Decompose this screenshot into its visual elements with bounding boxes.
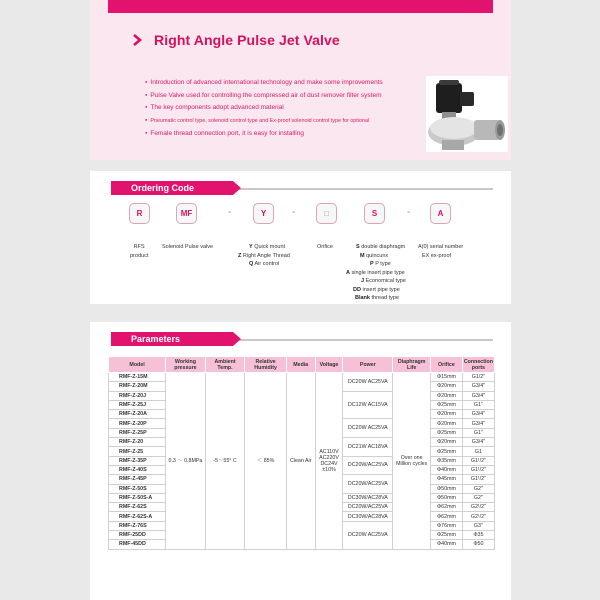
cell-model: RMF-Z-20J (109, 391, 166, 400)
cell-orifice: Φ25mm (431, 400, 463, 409)
col-humidity: Relative Humidity (245, 357, 287, 373)
col-temp: Ambient Temp. (205, 357, 245, 373)
cell-model: RMF-45DD (109, 540, 166, 549)
cell-port: G2" (462, 484, 494, 493)
cell-port: G2¹/2" (462, 503, 494, 512)
code-dash: - (407, 207, 411, 218)
cell-orifice: Φ20mm (431, 391, 463, 400)
col-orifice: Orifice (431, 357, 463, 373)
cell-orifice: Φ35mm (431, 456, 463, 465)
cell-orifice: Φ25mm (431, 531, 463, 540)
label-s-options (346, 243, 406, 303)
cell-model: RMF-Z-45P (109, 475, 166, 484)
cell-voltage: AC110V AC220V DC24V ±10% (315, 373, 343, 550)
cell-orifice: Φ20mm (431, 410, 463, 419)
cell-port: G2¹/2" (462, 512, 494, 521)
cell-power: DC12W AC15VA (343, 391, 393, 419)
cell-port: G1¹/2" (462, 456, 494, 465)
option-y: Y Quick mount (249, 244, 286, 250)
cell-port: G1" (462, 400, 494, 409)
cell-port: G1¹/2" (462, 475, 494, 484)
label-orifice: Orifice (317, 244, 333, 250)
label-r: RFS product (130, 244, 149, 259)
cell-power: DC20W AC25VA (343, 373, 393, 392)
cell-port: G2" (462, 493, 494, 502)
feature-item: ● Female thread connection port, it is easy for installing (145, 127, 425, 140)
cell-orifice: Φ50mm (431, 484, 463, 493)
cell-orifice: Φ25mm (431, 447, 463, 456)
cell-model: RMF-Z-62S (109, 503, 166, 512)
cell-power: DC30W/AC28VA (343, 512, 393, 521)
cell-pressure: 0.3 ～ 0.8MPa (166, 373, 206, 550)
feature-item: ● The key components adopt advanced material (145, 101, 425, 114)
option-serial: A(0) serial number (418, 244, 464, 250)
page-title: Right Angle Pulse Jet Valve (154, 32, 340, 48)
cell-port: G1¹/2" (462, 465, 494, 474)
cell-model: RMF-Z-20M (109, 382, 166, 391)
cell-power: DC20W AC25VA (343, 521, 393, 549)
chevron-right-icon (130, 33, 144, 47)
option-p: P P type (370, 261, 391, 267)
cell-model: RMF-Z-76S (109, 521, 166, 530)
col-media: Media (286, 357, 315, 373)
cell-orifice: Φ25mm (431, 428, 463, 437)
cell-power: DC30W/AC28VA (343, 493, 393, 502)
cell-orifice: Φ20mm (431, 419, 463, 428)
cell-power: DC20W/AC25VA (343, 475, 393, 494)
cell-model: RMF-Z-15M (109, 373, 166, 382)
cell-orifice: Φ40mm (431, 540, 463, 549)
code-dash: - (228, 207, 232, 218)
col-voltage: Voltage (315, 357, 343, 373)
col-life: Diaphragm Life (393, 357, 431, 373)
cell-port: G3/4" (462, 419, 494, 428)
option-blank: Blank thread type (355, 295, 400, 301)
cell-media: Clean Air (286, 373, 315, 550)
option-a: A single insert pipe type (346, 269, 405, 276)
cell-model: RMF-Z-62S-A (109, 512, 166, 521)
section-divider (213, 339, 493, 341)
col-ports: Connection ports (463, 358, 493, 371)
code-dash: - (292, 207, 296, 218)
cell-orifice: Φ50mm (431, 493, 463, 502)
cell-orifice: Φ15mm (431, 373, 463, 382)
cell-power: DC20W AC25VA (343, 419, 393, 438)
code-box-y: Y (253, 203, 274, 224)
option-ex: EX ex-proof (422, 252, 452, 259)
feature-item: ● Pneumatic control type, solenoid control type and Ex-proof solenoid control type for optional (145, 114, 425, 128)
section-divider (213, 188, 493, 190)
label-mf: Solenoid Pulse valve (162, 244, 214, 250)
feature-list (145, 76, 425, 140)
code-box-mf: MF (176, 203, 197, 224)
cell-model: RMF-Z-20P (109, 419, 166, 428)
col-power: Power (343, 357, 393, 373)
cell-life: Over one Million cycles (393, 373, 431, 550)
ordering-panel (90, 171, 511, 304)
cell-port: G3/4" (462, 410, 494, 419)
cell-port: G3/4" (462, 391, 494, 400)
cell-humidity: ＜ 85% (245, 373, 287, 550)
parameters-panel (90, 322, 511, 600)
code-box-s: S (364, 203, 385, 224)
cell-model: RMF-Z-25P (109, 428, 166, 437)
cell-model: RMF-Z-50S-A (109, 493, 166, 502)
table-body (109, 373, 495, 550)
intro-panel (90, 0, 511, 160)
cell-orifice: Φ20mm (431, 438, 463, 447)
option-q: Q Air control (249, 261, 280, 267)
cell-port: G3" (462, 521, 494, 530)
code-box-r: R (129, 203, 150, 224)
cell-power: DC21W AC18VA (343, 438, 393, 457)
table-header-row (109, 357, 495, 373)
cell-orifice: Φ40mm (431, 465, 463, 474)
feature-item: ● Pulse Valve used for controlling the compressed air of dust remover filter system (145, 89, 425, 102)
cell-port: Φ35 (462, 531, 494, 540)
ordering-section-title: Ordering Code (111, 181, 233, 195)
brand-bar (108, 0, 493, 13)
cell-orifice: Φ76mm (431, 521, 463, 530)
cell-orifice: Φ62mm (431, 503, 463, 512)
cell-temp: -5～55° C (205, 373, 245, 550)
feature-item: ● Introduction of advanced international technology and make some improvements (145, 76, 425, 89)
cell-model: RMF-Z-40S (109, 465, 166, 474)
cell-model: RMF-Z-50S (109, 484, 166, 493)
cell-orifice: Φ20mm (431, 382, 463, 391)
cell-port: G3/4" (462, 438, 494, 447)
col-pressure: Working pressure (166, 357, 206, 373)
table-row (109, 373, 495, 382)
cell-power: DC20W/AC25VA (343, 503, 393, 512)
parameters-table (108, 356, 495, 550)
cell-orifice: Φ45mm (431, 475, 463, 484)
cell-port: G1" (462, 428, 494, 437)
code-box-orifice: □ (316, 203, 337, 224)
cell-power: DC20W/AC25VA (343, 456, 393, 475)
option-z: Z Right Angle Thread (238, 252, 290, 259)
cell-model: RMF-Z-35P (109, 456, 166, 465)
label-y-options (238, 243, 290, 269)
option-dd: DD insert pipe type (353, 286, 400, 293)
cell-port: G3/4" (462, 382, 494, 391)
title-row (130, 30, 340, 50)
cell-model: RMF-Z-20 (109, 438, 166, 447)
cell-model: RMF-Z-20A (109, 410, 166, 419)
cell-orifice: Φ62mm (431, 512, 463, 521)
cell-port: G1/2" (462, 373, 494, 382)
code-box-a: A (430, 203, 451, 224)
cell-model: RMF-25DD (109, 531, 166, 540)
cell-port: G1 (462, 447, 494, 456)
option-s: S double diaphragm (356, 244, 406, 250)
cell-model: RMF-Z-25 (109, 447, 166, 456)
cell-model: RMF-Z-25J (109, 400, 166, 409)
option-j: J Economical type (361, 278, 406, 284)
option-m: M quincunx (360, 252, 389, 259)
col-model: Model (109, 357, 166, 373)
pulse-valve-image (426, 76, 508, 152)
cell-port: Φ50 (462, 540, 494, 549)
label-a-options (418, 243, 463, 260)
parameters-section-title: Parameters (111, 332, 233, 346)
